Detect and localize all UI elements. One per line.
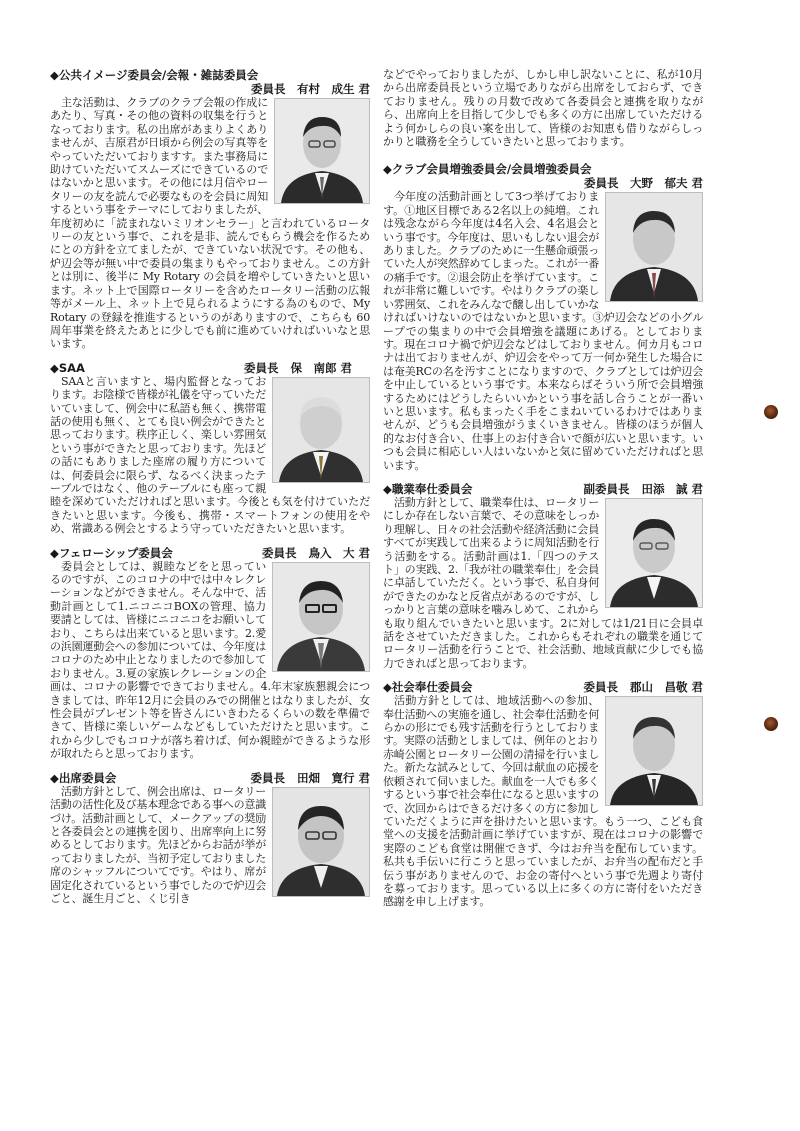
portrait-photo-tazoe (605, 498, 703, 608)
portrait-photo-tamotsu (272, 377, 370, 483)
fellowship-committee-section (50, 546, 370, 761)
section-body-continued: などでやっておりましたが、しかし申し訳ないことに、私が10月から出席委員長という立場でありながら出席をしておらず、できておりません。残りの月数で改めて各委員会と連携を取りながら、出席向上を目指して少しでも多くの方に出席していただけるよう何かしらの良い案を出して、皆様のお知恵も借りながらしっかりと職務を全うしていきたいと思っております。 (383, 68, 703, 149)
section-title (50, 68, 370, 82)
portrait-photo-arimura (274, 98, 370, 204)
chairperson-name: 鳥入 大 君 (308, 545, 370, 560)
saa-section (50, 361, 370, 536)
attendance-committee-section (50, 771, 370, 906)
portrait-photo-kooriyama (605, 696, 703, 806)
section-title-text: ◆社会奉仕委員会 (383, 680, 473, 695)
chairperson-name: 田畑 寛行 君 (296, 770, 370, 785)
section-title-text: ◆クラブ会員増強委員会/会員増強委員会 (383, 162, 592, 177)
chairperson (583, 482, 703, 496)
section-title (383, 482, 703, 496)
chairperson-name: 郡山 昌敬 君 (629, 680, 703, 695)
chairperson (262, 546, 370, 560)
portrait-photo-tabata (272, 787, 370, 897)
section-body: 活動方針として、職業奉仕は、ロータリーにしか存在しない言葉で、その意味をしっかり理解し、日々の社会活動や経済活動に会員すべてが実践して出来るように周知活動を行う活動をする。活動計画は1.「四つのテスト」の実践、2.「我が社の職業奉仕」を会員に卓話していただく。という事で、私自身何ができたのかなと反省点があるのですが、しっかりと言葉の意味を噛みしめて、これからも取り組んでいきたいと思います。2に対しては1/21日に会員卓話をさせていただきました。これからもそれぞれの職業を通じてロータリー活動を行うことで、社会活動、地域貢献に少しでも協力できればと思っております。 (383, 495, 703, 670)
chairperson (250, 771, 370, 785)
chairperson-role: 委員長 (250, 770, 285, 785)
binder-hole-upper (764, 405, 778, 419)
chairperson (244, 361, 352, 375)
chairperson-role: 委員長 (583, 680, 618, 695)
portrait-photo-oono (605, 192, 703, 302)
chairperson-line: 委員長 有村 成生 君 (250, 82, 370, 96)
section-title (50, 361, 370, 375)
left-column (50, 68, 370, 915)
section-title-text: ◆出席委員会 (50, 770, 117, 785)
public-image-committee-section (50, 68, 370, 351)
vocational-service-section (383, 482, 703, 670)
section-title-text: ◆職業奉仕委員会 (383, 481, 473, 496)
chairperson-line: 委員長 大野 郁夫 君 (583, 176, 703, 191)
chairperson-role: 副委員長 (583, 481, 630, 496)
section-body: 活動方針として、例会出席は、ロータリー活動の活性化及び基本理念である事への意識づけ。活動計画として、メークアップの奨励と各委員会との連携を図り、出席率向上に努めるとしております。先ほどからお話が挙がっておりましたが、当初予定しておりました席のシャッフルについてです。やはり、席が固定化されているという事でしたので炉辺会ごと、誕生月ごと、くじ引き (50, 784, 266, 905)
chairperson-name: 田添 誠 君 (641, 481, 703, 496)
chairperson-role: 委員長 (243, 360, 279, 375)
attendance-continued-section (383, 68, 703, 148)
section-title-text: ◆フェローシップ委員会 (50, 545, 173, 560)
right-column (383, 68, 703, 919)
membership-committee-section (383, 162, 703, 472)
section-title-text: ◆SAA (50, 360, 85, 375)
section-body: SAAと言いますと、場内監督となっております。お陰様で皆様が礼儀を守っていただいていまして、例会中に私語も無く、携帯電話の使用も無く、とても良い例会ができたと思っております。秩序正しく、楽しい雰囲気という事ができたと思っております。先ほどの話にもありました座席の履り方については、何委員会に限らず、なるべく決まったテーブルではなく、他のテーブルにも座って親睦を深めていただければと思います。今後とも気を付けていただきたいと思います。今後も、携帯・スマートフォンの使用をやめ、常識ある例会とするよう守っていただきたいと思います。 (50, 374, 370, 536)
section-body: 活動方針としては、地域活動への参加、奉仕活動への実施を通し、社会奉仕活動を何らかの形にでも残す活動を行うとしております。実際の活動としましては、例年のとおり赤崎公園とロータリー公園の清掃を行いました。新たな試みとして、今回は献血の応援を依頼されて伺いました。献血を一人でも多くするという事で社会奉仕になると思いますので、次回からはできるだけ多くの方に参加していただくように声を掛けたいと思います。もう一つ、こども食堂への支援を活動計画に挙げていますが、現在はコロナの影響で実際のこども食堂は開催できず、今はお弁当を配布しています。私共も手伝いに行こうと思っていましたが、お弁当の配布だと手伝う事がありませんので、お金の寄付へという事で先週より寄付を募っております。思っている以上に多くの方に寄付をいただき感謝を申し上げます。 (383, 694, 703, 909)
section-title (383, 162, 703, 176)
section-body: 委員会としては、親睦などをと思っているのですが、このコロナの中では中々レクレーションなどができません。そんな中で、活動計画として1.ニコニコBOXの管理、協力要請としては、皆様にニコニコをお願いしており、こちらは出来ていると思います。2.愛の浜園運動会への参加については、今年度はコロナのため中止となりましたので参加しておりません。3.夏の家族レクレーションの企画は、コロナの影響でできておりません。4.年末家族懇親会につきましては、昨年12月に会員のみでの開催とはなりましたが、女性会員がプレゼント等を皆さんにいきわたるくらいの数を準備できて、皆様に楽しいゲームなどもしていただけたと思います。これから少しでもコロナが落ち着けば、何か親睦ができるような形が取れたらと思っております。 (50, 559, 370, 761)
section-body: 主な活動は、クラブのクラブ会報の作成にあたり、写真・その他の資料の収集を行うとなっております。私の出席があまりよくありませんが、吉原君が日頃から例会の写真等をやっていただいておりますす。また事務局に助けていただいてスムーズにできているのではないかと思います。その他には月信やロータリーの友を読んで必要なものを会員に周知するという事をテーマにしておりましたが、年度初めに「読まれないミリオンセラー」と言われているロータリーの友という事で、これを是非、読んでもらう機会を作るためにとの方針を立てましたが、できていない状況です。その他も、炉辺会等が無い中で委員の集まりもやっておりません。この方針とは別に、後半に My Rotary の会員を増やしていきたいと思います。ネット上で国際ロータリーを含めたロータリー活動の広報等がメール上、ネット上で見られるようにする為のもので、My Rotary の登録を推進するというのがありますので、こちらも 60 周年事業を終えたあとに少しでも前に進めていければいいなと思います。 (50, 96, 370, 351)
chairperson-name: 保 南郎 君 (290, 360, 352, 375)
binder-hole-lower (764, 717, 778, 731)
section-body: 今年度の活動計画として3つ挙げております。①地区目標である2名以上の純増。これは残念ながら今年度は4名入会、4名退会という事です。今年度は、思いもしない退会がありました。クラブのために一生懸命頑張っていた人が突然辞めてしまった。これが一番の痛手です。②退会防止を挙げています。これが非常に難しいです。やはりクラブの楽しい雰囲気、これをみんなで醸し出していかなければいけないのではないかと思います。③炉辺会などの小グループでの集まりの中で会員増強を議題にあげる。としております。現在コロナ禍で炉辺会などはしておりません。何カ月もコロナは出ておりませんが、炉辺会をやって万一何か発生した場合には奄美RCの名を汚すことになりますので、クラブとしては炉辺会を中止しているという事です。本来ならばそういう所で会員増強するためにはどうしたらいいかという事を話し合うことが一番いいと思います。私もまったく手をこまねいているわけではありませんが、どうも会員増強がうまくいきません。皆様のほうが個人的なお付き合い、仕事上のお付き合いで顔が広いと思います。いつも会員に相応しい人はいないかと気に留めていただければと思います。 (383, 190, 703, 472)
chairperson-role: 委員長 (261, 545, 297, 560)
chairperson (583, 680, 703, 694)
section-title-text: ◆公共イメージ委員会/会報・雑誌委員会 (50, 68, 259, 82)
community-service-section (383, 680, 703, 909)
section-title (50, 771, 370, 785)
portrait-photo-toriiri (272, 562, 370, 672)
section-title (383, 680, 703, 694)
section-title (50, 546, 370, 560)
